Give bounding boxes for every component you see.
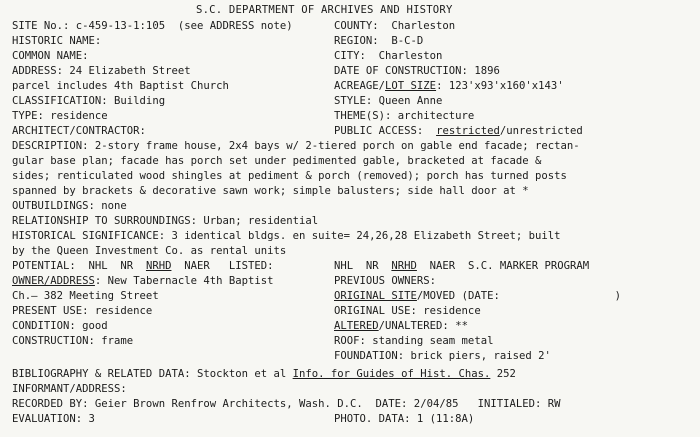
recorded-by: RECORDED BY: Geier Brown Renfrow Architects, Wash. D.C. DATE: 2/04/85 INITIALED: RW [12, 398, 561, 410]
document-title: S.C. DEPARTMENT OF ARCHIVES AND HISTORY [196, 4, 453, 16]
public-access-selected: restricted [436, 125, 500, 137]
description-line: spanned by brackets & decorative sawn work; simple balusters; side hall door at * [12, 185, 529, 197]
lot-size-label: LOT SIZE [385, 80, 437, 92]
owner-address-line2: Ch.— 382 Meeting Street [12, 290, 159, 302]
acreage-label: ACREAGE/ [334, 80, 386, 92]
potential-suffix: NAER LISTED: [171, 260, 274, 272]
original-use: ORIGINAL USE: residence [334, 305, 481, 317]
style: STYLE: Queen Anne [334, 95, 443, 107]
potential-selected: NRHD [145, 260, 172, 272]
historical-significance-line: by the Queen Investment Co. as rental units [12, 245, 287, 257]
listed-suffix: NAER S.C. MARKER PROGRAM [416, 260, 590, 272]
description-line: sides; renticulated wood shingles at pediment & porch (removed); porch has turned posts [12, 170, 567, 182]
public-access-label: PUBLIC ACCESS: [334, 125, 437, 137]
themes: THEME(S): architecture [334, 110, 475, 122]
original-site [334, 290, 621, 303]
owner-label: OWNER/ADDRESS [12, 275, 95, 287]
listed-prefix: NHL NR [334, 260, 392, 272]
lot-size-value: : 123'x93'x160'x143' [436, 80, 564, 92]
region: REGION: B-C-D [334, 35, 424, 47]
listed [334, 260, 589, 273]
condition: CONDITION: good [12, 320, 108, 332]
potential-label: POTENTIAL: NHL NR [12, 260, 146, 272]
bibliography-title: Info. for Guides of Hist. Chas. [292, 368, 491, 380]
informant-address: INFORMANT/ADDRESS: [12, 383, 127, 395]
previous-owners: PREVIOUS OWNERS: [334, 275, 437, 287]
historic-name: HISTORIC NAME: [12, 35, 102, 47]
foundation: FOUNDATION: brick piers, raised 2' [334, 350, 551, 362]
date-of-construction: DATE OF CONSTRUCTION: 1896 [334, 65, 500, 77]
listed-selected: NRHD [391, 260, 417, 272]
acreage-lot-size [334, 80, 564, 93]
common-name: COMMON NAME: [12, 50, 89, 62]
altered-suffix: /UNALTERED: ** [378, 320, 468, 332]
site-number: SITE No.: c-459-13-1:105 (see ADDRESS note) [12, 20, 293, 32]
potential [12, 260, 274, 273]
owner-address [12, 275, 274, 288]
original-site-suffix: /MOVED (DATE: ) [416, 290, 622, 302]
evaluation: EVALUATION: 3 [12, 413, 95, 425]
roof: ROOF: standing seam metal [334, 335, 494, 347]
altered-unaltered [334, 320, 468, 333]
description-line: DESCRIPTION: 2-story frame house, 2x4 bays w/ 2-tiered porch on gable end facade; rectan- [12, 140, 580, 152]
bibliography-page: 252 [490, 368, 516, 380]
photo-data: PHOTO. DATA: 1 (11:8A) [334, 413, 475, 425]
construction: CONSTRUCTION: frame [12, 335, 134, 347]
outbuildings: OUTBUILDINGS: none [12, 200, 127, 212]
architect-contractor: ARCHITECT/CONTRACTOR: [12, 125, 146, 137]
city: CITY: Charleston [334, 50, 443, 62]
bibliography-label: BIBLIOGRAPHY & RELATED DATA: Stockton et al [12, 368, 293, 380]
public-access [334, 125, 583, 138]
county: COUNTY: Charleston [334, 20, 456, 32]
classification: CLASSIFICATION: Building [12, 95, 166, 107]
original-site-label: ORIGINAL SITE [334, 290, 417, 302]
present-use: PRESENT USE: residence [12, 305, 153, 317]
altered-label: ALTERED [334, 320, 379, 332]
type: TYPE: residence [12, 110, 108, 122]
address-note: parcel includes 4th Baptist Church [12, 80, 229, 92]
historical-significance-line: HISTORICAL SIGNIFICANCE: 3 identical bldgs. en suite= 24,26,28 Elizabeth Street; built [12, 230, 561, 242]
address: ADDRESS: 24 Elizabeth Street [12, 65, 191, 77]
owner-value: : New Tabernacle 4th Baptist [94, 275, 274, 287]
relationship-to-surroundings: RELATIONSHIP TO SURROUNDINGS: Urban; residential [12, 215, 319, 227]
bibliography [12, 368, 516, 381]
public-access-option: /unrestricted [499, 125, 583, 137]
description-line: gular base plan; facade has porch set under pedimented gable, bracketed at facade & [12, 155, 542, 167]
